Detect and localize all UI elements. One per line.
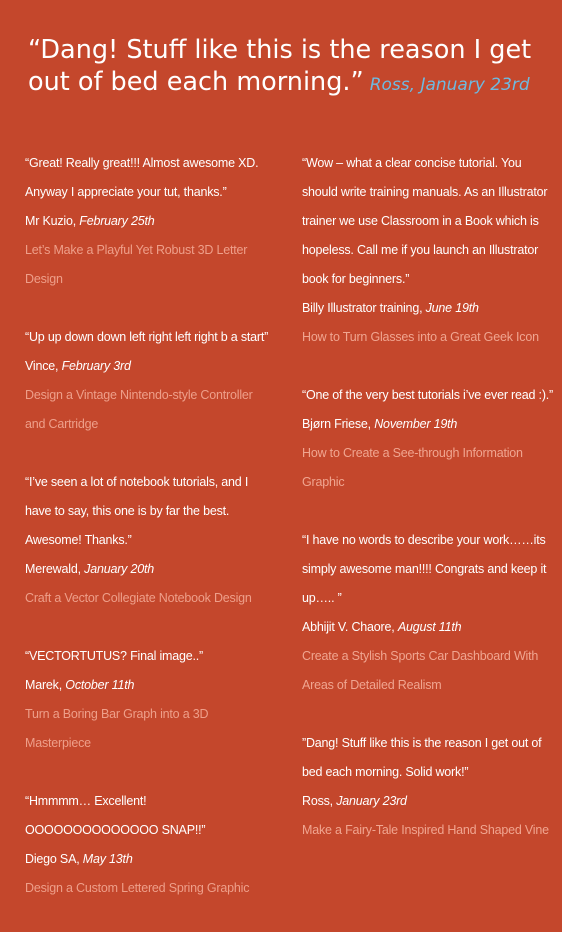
testimonial-quote: “Wow – what a clear concise tutorial. You should write training manuals. As an Illustrator trainer we use Classroom in a Book which is hopeless. Call me if you launch an Illustrator book for beginners.” [302,156,548,286]
testimonial [25,149,275,294]
testimonial-quote: “Great! Really great!!! Almost awesome XD. Anyway I appreciate your tut, thanks.” [25,156,259,199]
testimonial-byline [302,613,556,642]
testimonial-date: February 3rd [61,359,131,373]
testimonial-date: November 19th [374,417,458,431]
testimonial-author: Vince, [25,359,59,373]
testimonial-author: Diego SA, [25,852,80,866]
hero-quote: “Dang! Stuff like this is the reason I get out of bed each morning.” [28,35,532,97]
testimonials-right-column [302,149,556,874]
tutorial-link[interactable]: Design a Vintage Nintendo-style Controller and Cartridge [25,388,253,431]
tutorial-link[interactable]: Create a Stylish Sports Car Dashboard With Areas of Detailed Realism [302,649,539,692]
testimonial-date: January 23rd [336,794,407,808]
tutorial-link[interactable]: How to Create a See-through Information Graphic [302,446,523,489]
testimonial-date: June 19th [425,301,479,315]
testimonial [25,642,275,758]
testimonial [302,149,556,352]
testimonial-quote: ”Dang! Stuff like this is the reason I get out of bed each morning. Solid work!” [302,736,542,779]
testimonial-byline [25,671,275,700]
testimonial-author: Mr Kuzio, [25,214,76,228]
testimonial-author: Merewald, [25,562,81,576]
testimonial-author: Marek, [25,678,63,692]
testimonial-date: February 25th [79,214,155,228]
testimonial-author: Bjørn Friese, [302,417,371,431]
testimonial-quote: “I’ve seen a lot of notebook tutorials, and I have to say, this one is by far the best. Awesome! Thanks.” [25,475,249,547]
tutorial-link[interactable]: Turn a Boring Bar Graph into a 3D Masterpiece [25,707,209,750]
testimonial [25,323,275,439]
testimonial-date: May 13th [82,852,133,866]
testimonials-left-column [25,149,275,932]
testimonial-date: August 11th [397,620,462,634]
testimonial [302,729,556,845]
testimonial-quote: “Hmmmm… Excellent! OOOOOOOOOOOOOO SNAP!!” [25,794,206,837]
testimonial-quote: “VECTORTUTUS? Final image..” [25,649,204,663]
testimonial-author: Abhijit V. Chaore, [302,620,395,634]
testimonial [25,468,275,613]
testimonial [25,787,275,903]
testimonial-author: Billy Illustrator training, [302,301,423,315]
tutorial-link[interactable]: Make a Fairy-Tale Inspired Hand Shaped Vine [302,823,549,837]
tutorial-link[interactable]: Craft a Vector Collegiate Notebook Design [25,591,252,605]
testimonial-byline [25,555,275,584]
hero-author: Ross, January 23rd [369,75,530,95]
testimonial-date: January 20th [84,562,155,576]
testimonial-quote: “Up up down down left right left right b a start” [25,330,269,344]
tutorial-link[interactable]: Let’s Make a Playful Yet Robust 3D Letter Design [25,243,248,286]
testimonial-byline [302,787,556,816]
testimonial-byline [25,207,275,236]
testimonial-author: Ross, [302,794,333,808]
tutorial-link[interactable]: Design a Custom Lettered Spring Graphic [25,881,250,895]
testimonial-byline [25,845,275,874]
tutorial-link[interactable]: How to Turn Glasses into a Great Geek Icon [302,330,539,344]
testimonial [302,526,556,700]
testimonial-quote: “One of the very best tutorials i’ve ever read :).” [302,388,554,402]
testimonial-date: October 11th [65,678,135,692]
hero-testimonial [28,34,548,101]
testimonial-byline [302,294,556,323]
testimonial-quote: “I have no words to describe your work……its simply awesome man!!!! Congrats and keep it up….. ” [302,533,547,605]
testimonial-byline [302,410,556,439]
testimonial-byline [25,352,275,381]
testimonial [302,381,556,497]
